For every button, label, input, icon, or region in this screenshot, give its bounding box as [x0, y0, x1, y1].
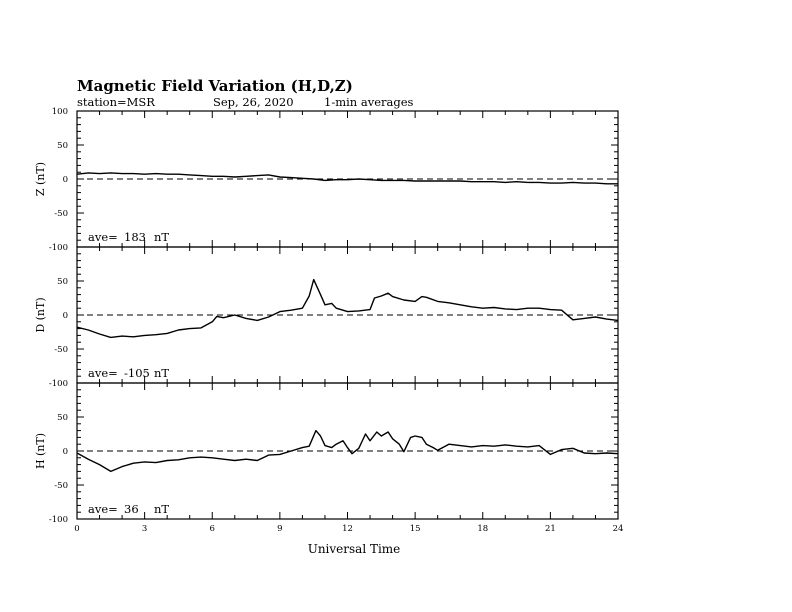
y-tick-label: 50: [57, 141, 68, 151]
chart-title: Magnetic Field Variation (H,D,Z): [77, 77, 353, 95]
y-tick-label: 50: [57, 277, 68, 287]
y-axis-label: H (nT): [34, 432, 47, 470]
y-tick-label: -50: [54, 209, 68, 219]
series-line-z: [77, 173, 618, 184]
y-axis-label: D (nT): [34, 297, 47, 333]
y-tick-label: -100: [48, 243, 68, 253]
ave-unit: nT: [154, 502, 170, 516]
date-label: Sep, 26, 2020: [213, 95, 294, 109]
x-tick-label: 21: [544, 524, 556, 534]
averaging-label: 1-min averages: [324, 95, 414, 109]
panel-h: [34, 383, 618, 525]
x-tick-label: 15: [409, 524, 421, 534]
y-tick-label: -100: [48, 515, 68, 525]
y-tick-label: -50: [54, 481, 68, 491]
x-tick-label: 6: [209, 524, 215, 534]
station-label: station=MSR: [77, 95, 155, 109]
panel-z: [34, 107, 618, 253]
y-tick-label: -50: [54, 345, 68, 355]
y-axis-label: Z (nT): [34, 161, 47, 197]
x-tick-label: 18: [477, 524, 489, 534]
y-tick-label: -100: [48, 379, 68, 389]
panel-d: [34, 247, 618, 389]
x-tick-label: 9: [277, 524, 283, 534]
y-tick-label: 0: [62, 175, 68, 185]
ave-label: ave=: [88, 366, 118, 380]
ave-value: 36: [124, 502, 139, 516]
ave-label: ave=: [88, 502, 118, 516]
y-tick-label: 100: [51, 107, 68, 117]
x-tick-label: 3: [141, 524, 148, 534]
ave-label: ave=: [88, 230, 118, 244]
x-tick-label: 0: [74, 524, 80, 534]
x-tick-label: 12: [342, 524, 353, 534]
y-tick-label: 50: [57, 413, 68, 423]
ave-value: 183: [124, 230, 146, 244]
y-tick-label: 0: [62, 311, 68, 321]
x-axis-label: Universal Time: [307, 542, 401, 556]
ave-value: -105: [124, 366, 150, 380]
plot-panels: [34, 107, 618, 525]
ave-unit: nT: [154, 230, 170, 244]
y-tick-label: 0: [62, 447, 68, 457]
ave-unit: nT: [154, 366, 170, 380]
x-axis: [74, 524, 623, 534]
x-tick-label: 24: [612, 524, 624, 534]
series-line-d: [77, 280, 618, 338]
